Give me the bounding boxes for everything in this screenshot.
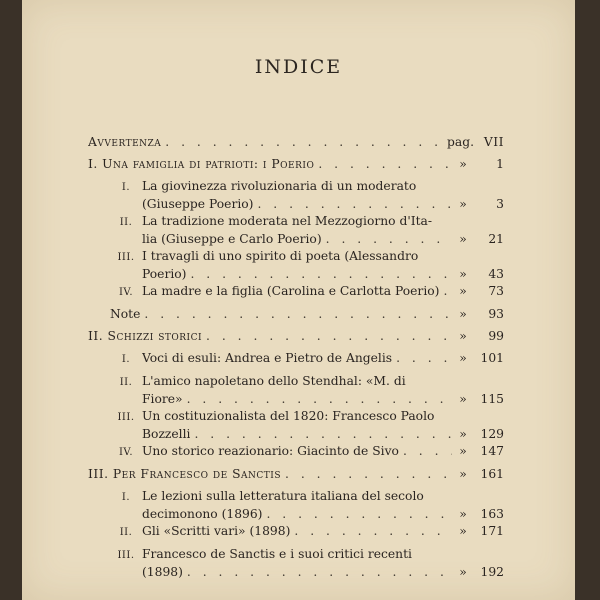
entry-number: I.: [121, 182, 131, 193]
entry-number: II.: [119, 217, 133, 228]
entry-title: L'amico napoletano dello Stendhal: «M. di: [142, 374, 406, 388]
toc-entry: [88, 134, 504, 151]
dot-leader: [281, 466, 452, 483]
dot-leader: [314, 156, 452, 173]
entry-title-cont: Fiore»: [142, 392, 183, 406]
dot-leader: [262, 506, 452, 523]
entry-title: II. Schizzi storici: [88, 329, 203, 343]
toc-entry: [88, 156, 504, 173]
entry-title: Le lezioni sulla letteratura italiana del secolo: [142, 489, 424, 503]
entry-title-cont: Bozzelli: [142, 427, 191, 441]
page-number: 21: [488, 232, 504, 246]
entry-number: III.: [117, 252, 135, 263]
page-number: 115: [480, 392, 504, 406]
toc-subentry: [88, 178, 504, 213]
dot-leader: [183, 391, 452, 408]
dot-leader: [140, 306, 452, 323]
page-number: 163: [480, 507, 504, 521]
entry-number: II.: [119, 377, 133, 388]
entry-title: Voci di esuli: Andrea e Pietro de Angelis: [142, 351, 393, 365]
toc-entry: [88, 328, 504, 345]
page-number: 3: [496, 197, 504, 211]
entry-number: II.: [119, 527, 133, 538]
entry-title: Note: [110, 307, 141, 321]
toc-subentry: [88, 443, 504, 461]
dot-leader: [322, 231, 452, 248]
page-marker: »: [459, 467, 467, 481]
toc-subentry: [88, 488, 504, 523]
toc-subentry: [88, 248, 504, 283]
entry-number: IV.: [118, 287, 134, 298]
toc-subentry: [88, 523, 504, 541]
dot-leader: [183, 564, 452, 581]
table-of-contents: [88, 134, 504, 581]
page-marker: »: [459, 307, 467, 321]
page-marker: »: [459, 329, 467, 343]
entry-title: La giovinezza rivoluzionaria di un moderato: [142, 179, 417, 193]
page-prefix: pag.: [447, 135, 474, 149]
page-marker: »: [459, 565, 467, 579]
book-page: [22, 0, 575, 600]
page-marker: »: [459, 157, 467, 171]
toc-entry: [88, 306, 504, 323]
page-number: 73: [488, 284, 504, 298]
entry-title-cont: (1898): [142, 565, 183, 579]
entry-number: IV.: [118, 447, 134, 458]
entry-title: III. Per Francesco de Sanctis: [88, 467, 282, 481]
toc-subentry: [88, 283, 504, 301]
toc-subentry: [88, 213, 504, 248]
entry-title: I. Una famiglia di patrioti: i Poerio: [88, 157, 315, 171]
page-marker: »: [459, 267, 467, 281]
page-number: 43: [488, 267, 504, 281]
entry-title-cont: decimonono (1896): [142, 507, 263, 521]
dot-leader: [161, 134, 447, 151]
page-number: 129: [480, 427, 504, 441]
entry-number: III.: [117, 412, 135, 423]
entry-title: Un costituzionalista del 1820: Francesco Paolo: [142, 409, 435, 423]
page-number: 192: [480, 565, 504, 579]
toc-subentry: [88, 408, 504, 443]
entry-title: La madre e la figlia (Carolina e Carlotta Poerio): [142, 284, 440, 298]
page-number: VII: [483, 135, 504, 149]
entry-title: Uno storico reazionario: Giacinto de Sivo: [142, 444, 399, 458]
page-number: 101: [480, 351, 504, 365]
dot-leader: [392, 350, 452, 367]
page-marker: »: [459, 197, 467, 211]
entry-title: I travagli di uno spirito di poeta (Alessandro: [142, 249, 419, 263]
page-title: INDICE: [254, 56, 343, 78]
toc-subentry: [88, 546, 504, 581]
dot-leader: [202, 328, 452, 345]
toc-subentry: [88, 373, 504, 408]
entry-title: Gli «Scritti vari» (1898): [142, 524, 291, 538]
dot-leader: [253, 196, 452, 213]
page-number: 171: [480, 524, 504, 538]
page-number: 161: [480, 467, 504, 481]
entry-title-cont: Poerio): [142, 267, 187, 281]
page-marker: »: [459, 524, 467, 538]
page-number: 1: [496, 157, 504, 171]
dot-leader: [399, 443, 452, 460]
dot-leader: [439, 283, 452, 300]
dot-leader: [190, 426, 452, 443]
entry-title-cont: lia (Giuseppe e Carlo Poerio): [142, 232, 322, 246]
entry-number: I.: [121, 354, 131, 365]
entry-title-cont: (Giuseppe Poerio): [142, 197, 254, 211]
dot-leader: [290, 523, 452, 540]
page-marker: »: [459, 507, 467, 521]
entry-title: Francesco de Sanctis e i suoi critici recenti: [142, 547, 412, 561]
page-number: 99: [488, 329, 504, 343]
page-marker: »: [459, 284, 467, 298]
page-marker: »: [459, 232, 467, 246]
page-number: 147: [480, 444, 504, 458]
page-marker: »: [459, 427, 467, 441]
page-number: 93: [488, 307, 504, 321]
toc-entry: [88, 466, 504, 483]
entry-number: I.: [121, 492, 131, 503]
page-marker: »: [459, 351, 467, 365]
page-marker: »: [459, 444, 467, 458]
entry-title: La tradizione moderata nel Mezzogiorno d'Ita-: [142, 214, 433, 228]
dot-leader: [186, 266, 452, 283]
entry-title: Avvertenza: [88, 135, 162, 149]
toc-subentry: [88, 350, 504, 368]
entry-number: III.: [117, 550, 135, 561]
page-marker: »: [459, 392, 467, 406]
